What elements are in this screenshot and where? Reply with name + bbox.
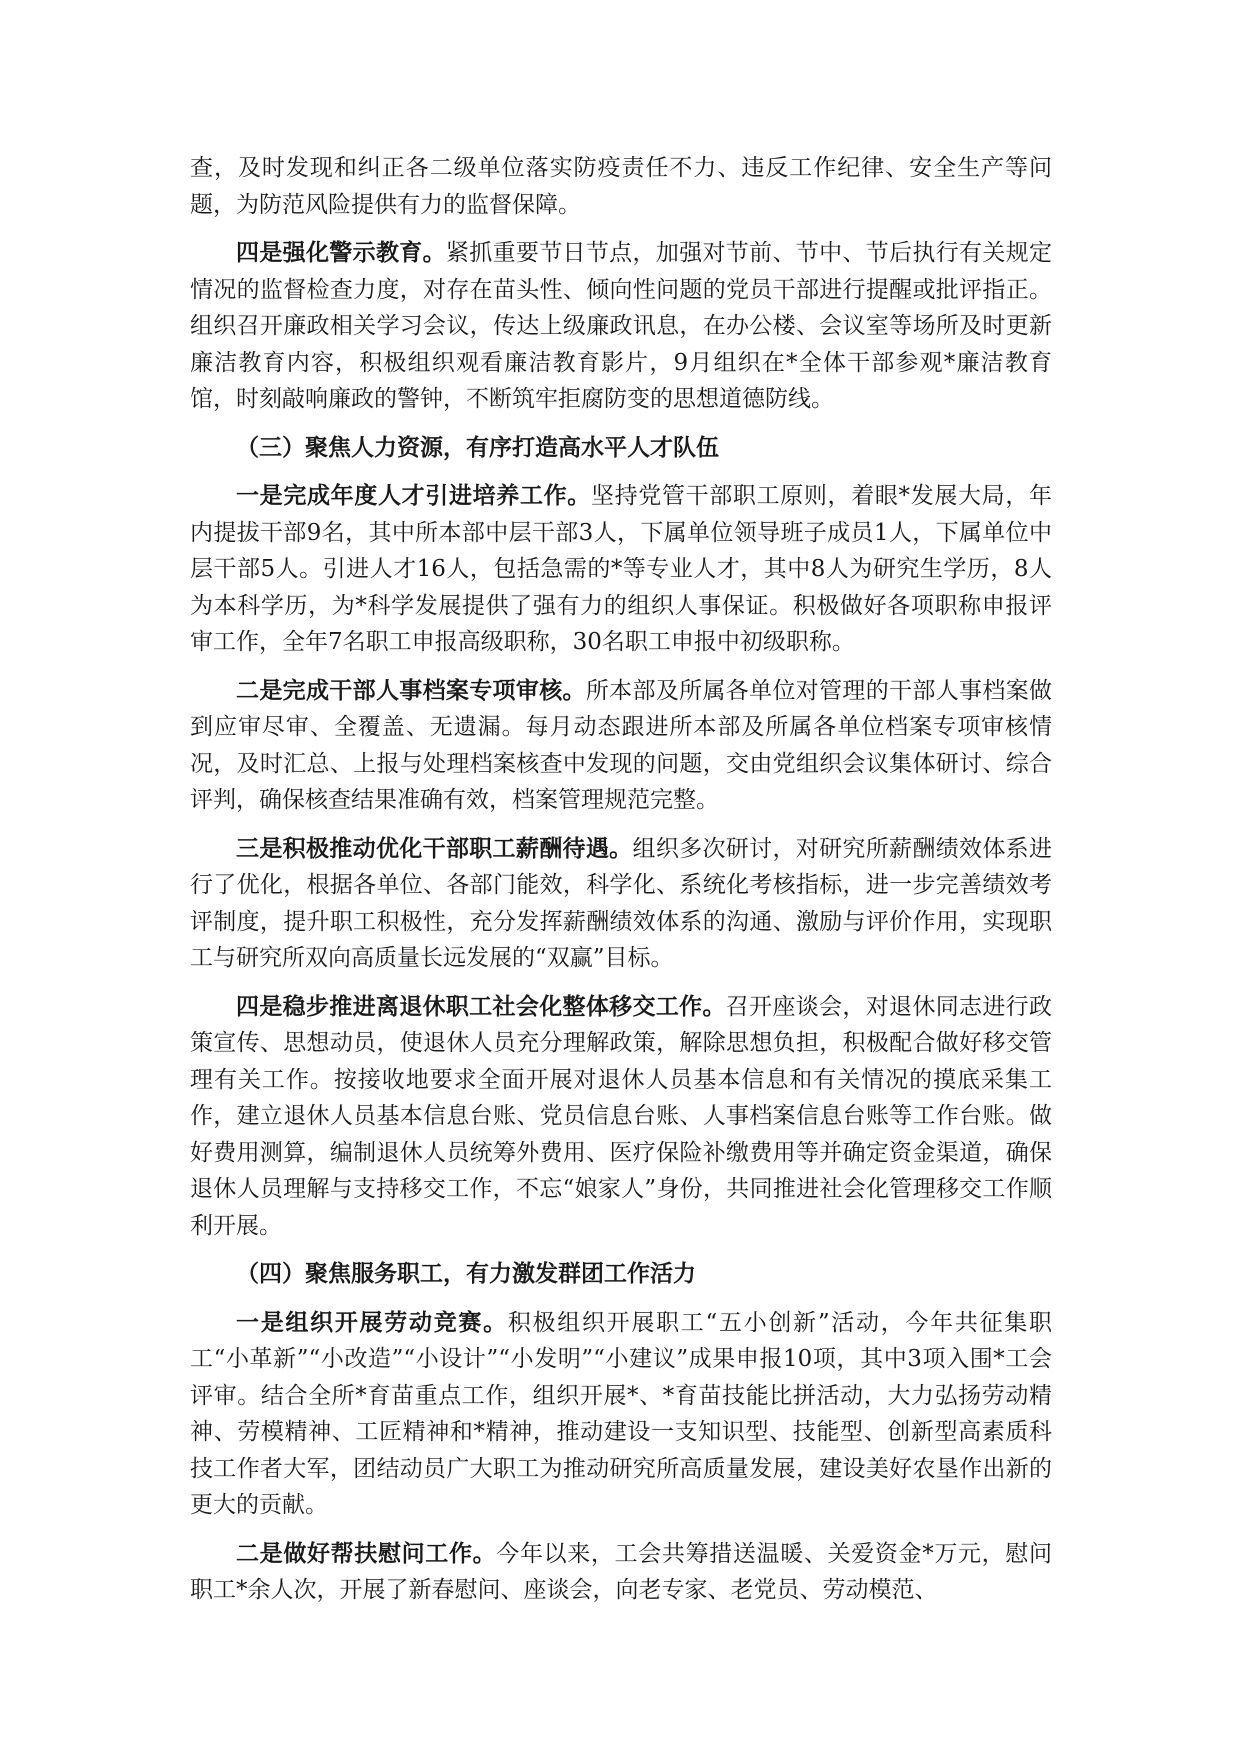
- paragraph-lead: 二是做好帮扶慰问工作。: [236, 1539, 497, 1567]
- paragraph-warning-education: [190, 235, 1052, 418]
- paragraph-body: 今年以来，工会共筹措送温暖、关爱资金*万元，慰问职工*余人次，开展了新春慰问、座谈会，向老专家、老党员、劳动模范、: [190, 1540, 1053, 1603]
- paragraph-retirement: [190, 989, 1052, 1245]
- paragraph-talent: [190, 478, 1052, 661]
- paragraph-intro: 查，及时发现和纠正各二级单位落实防疫责任不力、违反工作纪律、安全生产等问题，为防范风险提供有力的监督保障。: [190, 155, 1052, 218]
- paragraph-body: 积极组织开展职工“五小创新”活动，今年共征集职工“小革新”“小改造”“小设计”“小发明”“小建议”成果申报10项，其中3项入围*工会评审。结合全所*育苗重点工作，组织开展*、*育苗技能比拼活动，大力弘扬劳动精神、劳模精神、工匠精神和*精神，推动建设一支知识型、技能型、创新型高素质科技工作者大军，团结动员广大职工为推动研究所高质量发展，建设美好农垦作出新的更大的贡献。: [190, 1309, 1052, 1518]
- paragraph-lead: 一是完成年度人才引进培养工作。: [236, 482, 591, 509]
- paragraph-lead: 三是积极推动优化干部职工薪酬待遇。: [236, 834, 633, 862]
- paragraph-lead: 四是稳步推进离退休职工社会化整体移交工作。: [236, 992, 726, 1020]
- document-page: [190, 150, 1052, 1621]
- paragraph-lead: 二是完成干部人事档案专项审核。: [236, 676, 586, 704]
- paragraph-body: 坚持党管干部职工原则，着眼*发展大局，年内提拔干部9名，其中所本部中层干部3人，下属单位领导班子成员1人，下属单位中层干部5人。引进人才16人，包括急需的*等专业人才，其中8人为研究生学历，8人为本科学历，为*科学发展提供了强有力的组织人事保证。积极做好各项职称申报评审工作，全年7名职工申报高级职称，30名职工申报中初级职称。: [190, 483, 1053, 655]
- paragraph-body: 组织多次研讨，对研究所薪酬绩效体系进行了优化，根据各单位、各部门能效，科学化、系统化考核指标，进一步完善绩效考评制度，提升职工积极性，充分发挥薪酬绩效体系的沟通、激励与评价作用，实现职工与研究所双向高质量长远发展的“双赢”目标。: [190, 835, 1053, 971]
- paragraph-body: 召开座谈会，对退休同志进行政策宣传、思想动员，使退休人员充分理解政策，解除思想负担，积极配合做好移交管理有关工作。按接收地要求全面开展对退休人员基本信息和有关情况的摸底采集工作，建立退休人员基本信息台账、党员信息台账、人事档案信息台账等工作台账。做好费用测算，编制退休人员统筹外费用、医疗保险补缴费用等并确定资金渠道，确保退休人员理解与支持移交工作，不忘“娘家人”身份，共同推进社会化管理移交工作顺利开展。: [190, 993, 1053, 1239]
- paragraph-archive: [190, 673, 1052, 819]
- paragraph-body: 所本部及所属各单位对管理的干部人事档案做到应审尽审、全覆盖、无遗漏。每月动态跟进所本部及所属各单位档案专项审核情况，及时汇总、上报与处理档案核查中发现的问题，交由党组织会议集体研讨、综合评判，确保核查结果准确有效，档案管理规范完整。: [190, 677, 1053, 813]
- paragraph-support: [190, 1536, 1052, 1609]
- section-heading-4: （四）聚焦服务职工，有力激发群团工作活力: [236, 1260, 696, 1287]
- paragraph-labor-contest: [190, 1305, 1052, 1524]
- paragraph-lead: 四是强化警示教育。: [236, 239, 446, 266]
- section-heading-3: （三）聚焦人力资源，有序打造高水平人才队伍: [236, 433, 719, 461]
- paragraph-lead: 一是组织开展劳动竞赛。: [236, 1308, 508, 1336]
- paragraph-body: 紧抓重要节日节点，加强对节前、节中、节后执行有关规定情况的监督检查力度，对存在苗头性、倾向性问题的党员干部进行提醒或批评指正。组织召开廉政相关学习会议，传达上级廉政讯息，在办公楼、会议室等场所及时更新廉洁教育内容，积极组织观看廉洁教育影片，9月组织在*全体干部参观*廉洁教育馆，时刻敲响廉政的警钟，不断筑牢拒腐防变的思想道德防线。: [190, 240, 1053, 412]
- paragraph-salary: [190, 831, 1052, 977]
